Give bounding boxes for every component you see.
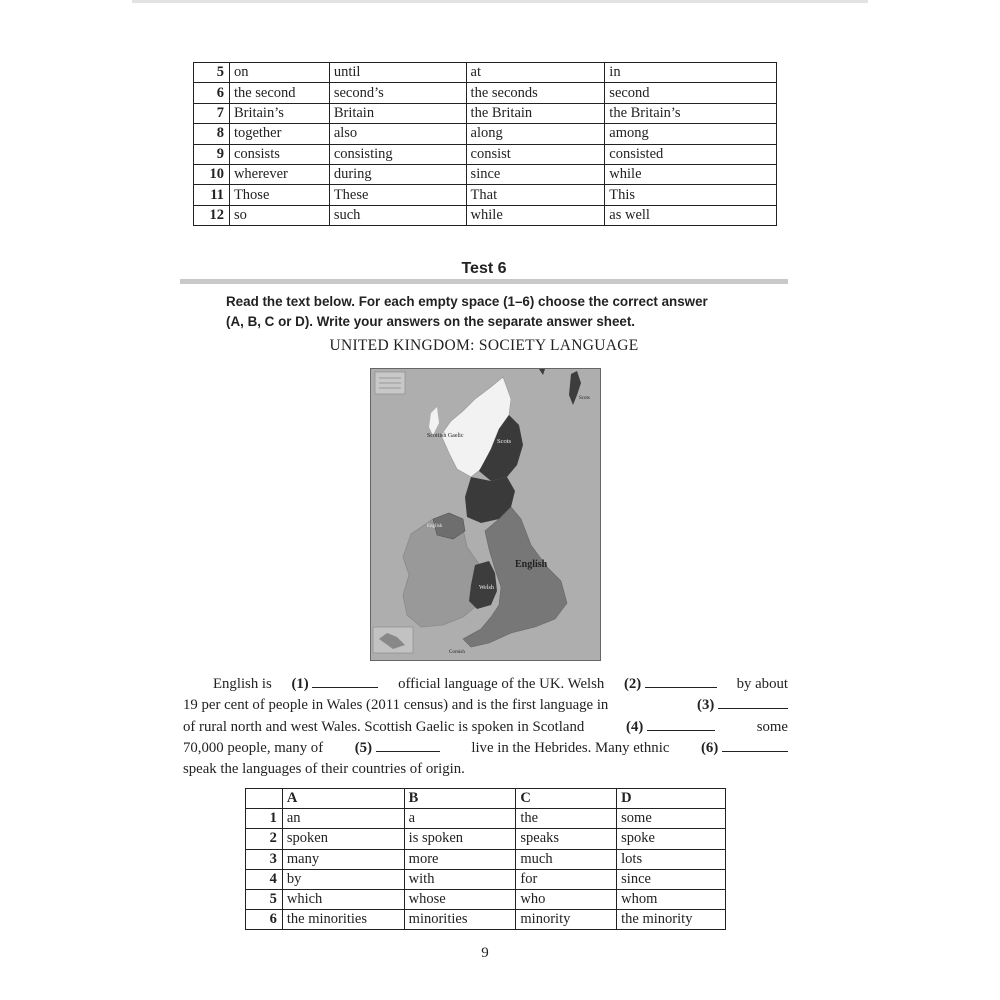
option-b: consisting (329, 144, 466, 164)
table-row (246, 829, 726, 849)
passage-line (183, 738, 788, 759)
answer-options-table (245, 788, 726, 930)
row-number: 12 (194, 205, 230, 225)
option-a: many (282, 849, 404, 869)
option-a: spoken (282, 829, 404, 849)
option-c: the seconds (466, 83, 605, 103)
option-c: minority (516, 910, 617, 930)
passage-line (183, 759, 788, 780)
option-a: consists (229, 144, 329, 164)
option-a: on (229, 63, 329, 83)
option-c: speaks (516, 829, 617, 849)
gap-6 (701, 738, 788, 759)
row-number: 1 (246, 809, 283, 829)
option-d: second (605, 83, 777, 103)
table-row (194, 205, 777, 225)
header-a: A (282, 789, 404, 809)
option-a: wherever (229, 164, 329, 184)
option-a: the second (229, 83, 329, 103)
reading-passage (183, 674, 788, 780)
gap-5 (355, 738, 440, 759)
option-a: by (282, 869, 404, 889)
gap-number: (3) (697, 697, 715, 714)
option-a: an (282, 809, 404, 829)
header-empty (246, 789, 283, 809)
row-number: 6 (246, 910, 283, 930)
map-label-scottish-gaelic: Scottish Gaelic (427, 433, 464, 439)
option-d: spoke (617, 829, 726, 849)
option-d: lots (617, 849, 726, 869)
page-number: 9 (481, 945, 489, 961)
passage-text: some (756, 718, 788, 735)
table-row (194, 164, 777, 184)
uk-language-map (370, 368, 601, 661)
option-b: These (329, 185, 466, 205)
row-number: 6 (194, 83, 230, 103)
row-number: 5 (246, 889, 283, 909)
gap-number: (4) (626, 718, 644, 735)
instructions-line: (A, B, C or D). Write your answers on the separate answer sheet. (226, 314, 636, 329)
option-b: second’s (329, 83, 466, 103)
row-number: 9 (194, 144, 230, 164)
blank-line (645, 674, 717, 688)
option-b: a (404, 809, 516, 829)
option-c: since (466, 164, 605, 184)
option-d: consisted (605, 144, 777, 164)
passage-text: speak the languages of their countries of origin. (183, 761, 465, 778)
option-b: during (329, 164, 466, 184)
table-row (194, 124, 777, 144)
row-number: 4 (246, 869, 283, 889)
passage-line (183, 695, 788, 716)
row-number: 8 (194, 124, 230, 144)
table-row (194, 63, 777, 83)
map-label-welsh: Welsh (479, 585, 494, 591)
table-row (194, 185, 777, 205)
passage-text: official language of the UK. Welsh (398, 676, 605, 692)
option-d: as well (605, 205, 777, 225)
option-c: the (516, 809, 617, 829)
row-number: 5 (194, 63, 230, 83)
option-c: much (516, 849, 617, 869)
option-d: among (605, 124, 777, 144)
table-row (194, 144, 777, 164)
table-header-row (246, 789, 726, 809)
blank-line (722, 738, 788, 752)
table-row (194, 103, 777, 123)
option-c: the Britain (466, 103, 605, 123)
gap-4 (626, 717, 715, 738)
table-row (246, 910, 726, 930)
row-number: 3 (246, 849, 283, 869)
option-c: for (516, 869, 617, 889)
gap-number: (2) (623, 676, 642, 692)
map-legend (375, 372, 405, 394)
option-c: at (466, 63, 605, 83)
option-d: while (605, 164, 777, 184)
top-divider (132, 0, 868, 3)
title-divider (180, 279, 788, 284)
passage-line (183, 674, 788, 695)
row-number: 2 (246, 829, 283, 849)
map-inset (373, 627, 413, 653)
option-b: whose (404, 889, 516, 909)
gap-number: (5) (354, 739, 373, 756)
option-d: since (617, 869, 726, 889)
option-d: the minority (617, 910, 726, 930)
passage-text: live in the Hebrides. Many ethnic (471, 739, 670, 756)
option-b: minorities (404, 910, 516, 930)
blank-line (312, 674, 378, 688)
table-row (246, 869, 726, 889)
map-label-cornish: Cornish (449, 650, 465, 655)
map-graphic (371, 369, 600, 660)
passage-text: 70,000 people, many of (183, 739, 324, 756)
map-label-ireland: English (427, 524, 443, 529)
option-b: more (404, 849, 516, 869)
passage-text: of rural north and west Wales. Scottish Gaelic is spoken in Scotland (183, 718, 585, 735)
blank-line (718, 695, 788, 709)
option-c: who (516, 889, 617, 909)
option-b: such (329, 205, 466, 225)
header-d: D (617, 789, 726, 809)
options-table-previous-test (193, 62, 777, 226)
gap-2 (624, 674, 717, 695)
option-a: the minorities (282, 910, 404, 930)
option-b: is spoken (404, 829, 516, 849)
option-b: with (404, 869, 516, 889)
option-b: until (329, 63, 466, 83)
gap-1 (291, 674, 378, 695)
blank-line (376, 738, 440, 752)
option-c: That (466, 185, 605, 205)
text-title: UNITED KINGDOM: SOCIETY LANGUAGE (329, 337, 639, 354)
gap-3 (697, 695, 788, 716)
table-row (194, 83, 777, 103)
map-label-shetland: Scots (579, 396, 590, 401)
gap-number: (1) (291, 676, 309, 692)
passage-text: 19 per cent of people in Wales (2011 census) and is the first language in (183, 697, 609, 714)
option-d: in (605, 63, 777, 83)
header-c: C (516, 789, 617, 809)
instructions (226, 292, 786, 332)
option-c: consist (466, 144, 605, 164)
table-row (246, 889, 726, 909)
option-a: which (282, 889, 404, 909)
instructions-line: Read the text below. For each empty space (1–6) choose the correct answer (226, 294, 708, 309)
option-d: whom (617, 889, 726, 909)
map-label-scots: Scots (497, 438, 512, 445)
test-title: Test 6 (461, 260, 507, 277)
passage-line (183, 717, 788, 738)
option-a: so (229, 205, 329, 225)
map-label-english: English (515, 559, 548, 570)
table-row (246, 849, 726, 869)
passage-text: by about (736, 676, 788, 692)
option-b: Britain (329, 103, 466, 123)
option-d: This (605, 185, 777, 205)
option-d: the Britain’s (605, 103, 777, 123)
option-d: some (617, 809, 726, 829)
option-a: Britain’s (229, 103, 329, 123)
option-c: along (466, 124, 605, 144)
option-a: Those (229, 185, 329, 205)
option-b: also (329, 124, 466, 144)
header-b: B (404, 789, 516, 809)
blank-line (647, 717, 715, 731)
row-number: 11 (194, 185, 230, 205)
gap-number: (6) (701, 739, 719, 756)
table-row (246, 809, 726, 829)
option-a: together (229, 124, 329, 144)
option-c: while (466, 205, 605, 225)
row-number: 10 (194, 164, 230, 184)
passage-text: English is (213, 676, 272, 692)
row-number: 7 (194, 103, 230, 123)
